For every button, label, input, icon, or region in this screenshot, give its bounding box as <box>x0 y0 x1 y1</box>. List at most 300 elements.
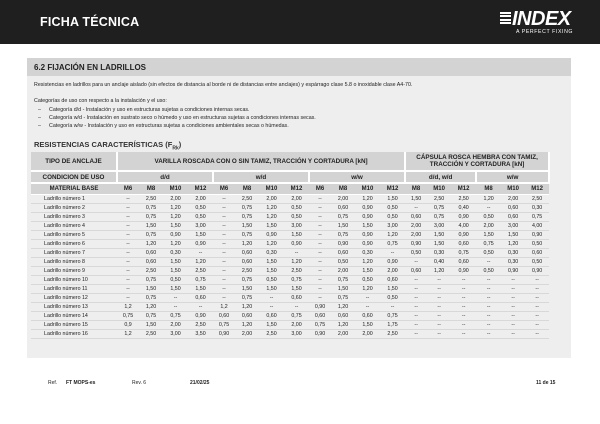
table-row <box>31 320 574 329</box>
table-cell: -- <box>427 275 451 284</box>
table-cell: -- <box>213 212 235 221</box>
table-cell: 2,00 <box>163 320 188 329</box>
table-cell: 0,60 <box>501 203 525 212</box>
category-item: – Categoría w/d - Instalación en sustrato seco o húmedo y uso en estructuras sujetas a condiciones internas secas. <box>49 114 316 122</box>
table-cell: -- <box>525 329 549 338</box>
table-cell: 2,50 <box>427 194 451 203</box>
table-cell: -- <box>405 302 427 311</box>
table-cell: 0,60 <box>451 239 476 248</box>
table-cell: 1,50 <box>427 230 451 239</box>
ref-value: FT MOPS-es <box>66 380 96 386</box>
table-cell: 0,60 <box>451 257 476 266</box>
table-cell: -- <box>213 257 235 266</box>
table-row <box>31 266 574 275</box>
table-cell: -- <box>380 302 405 311</box>
page-number: 11 de 15 <box>536 380 556 386</box>
table-cell: 2,00 <box>380 266 405 275</box>
table-cell: 0,60 <box>331 248 355 257</box>
table-cell: 0,50 <box>284 203 309 212</box>
table-cell: 0,75 <box>139 275 163 284</box>
table-cell: 1,20 <box>259 239 284 248</box>
table-cell: 0,75 <box>331 275 355 284</box>
table-cell: 0,90 <box>284 239 309 248</box>
table-row <box>31 329 574 338</box>
size-header: M8 <box>405 183 427 194</box>
table-cell: -- <box>525 311 549 320</box>
table-cell: 0,30 <box>501 257 525 266</box>
intro-text: Resistencias en ladrillos para un anclaje aislado (sin efectos de distancia al borde ni de distancias entre anclajes) y espárrago clase 5.8 o inoxidable clase A4-70. <box>34 82 413 88</box>
table-cell: 0,60 <box>525 248 549 257</box>
table-cell: 0,75 <box>427 203 451 212</box>
table-cell: 0,60 <box>501 212 525 221</box>
table-row <box>31 212 574 221</box>
table-cell: 0,75 <box>213 320 235 329</box>
size-header: M8 <box>331 183 355 194</box>
table-cell: 1,50 <box>259 320 284 329</box>
table-row <box>31 239 574 248</box>
table-cell: -- <box>476 329 501 338</box>
table-cell: 2,50 <box>188 266 213 275</box>
table-cell: -- <box>451 293 476 302</box>
table-cell: -- <box>117 275 139 284</box>
table-cell: 2,00 <box>476 221 501 230</box>
table-cell: -- <box>163 302 188 311</box>
table-cell: 2,00 <box>355 329 380 338</box>
table-cell: 2,50 <box>235 194 259 203</box>
table-cell: 2,50 <box>188 320 213 329</box>
size-header: M6 <box>309 183 331 194</box>
table-cell: 4,00 <box>451 221 476 230</box>
table-cell: 0,90 <box>525 230 549 239</box>
table-cell: 1,20 <box>284 257 309 266</box>
anchor-type-header: TIPO DE ANCLAJE <box>31 152 117 171</box>
material-name: Ladrillo número 5 <box>31 230 117 239</box>
table-cell: 3,50 <box>188 329 213 338</box>
table-cell: 0,90 <box>380 257 405 266</box>
material-name: Ladrillo número 13 <box>31 302 117 311</box>
table-cell: 1,20 <box>188 257 213 266</box>
table-cell: 0,90 <box>451 212 476 221</box>
material-header: MATERIAL BASE <box>31 183 117 194</box>
material-name: Ladrillo número 7 <box>31 248 117 257</box>
section-title: 6.2 FIJACIÓN EN LADRILLOS <box>27 58 571 76</box>
use-condition-header: CONDICION DE USO <box>31 171 117 183</box>
table-cell: -- <box>284 248 309 257</box>
table-cell: -- <box>309 293 331 302</box>
size-header: M6 <box>213 183 235 194</box>
table-cell: 1,50 <box>284 230 309 239</box>
size-header: M6 <box>117 183 139 194</box>
table-cell: 1,75 <box>380 320 405 329</box>
table-cell: 2,50 <box>139 194 163 203</box>
table-cell: 1,20 <box>427 266 451 275</box>
table-row <box>31 257 574 266</box>
table-cell: 0,90 <box>355 203 380 212</box>
table-cell: 0,75 <box>235 275 259 284</box>
table-cell: -- <box>309 194 331 203</box>
table-cell: -- <box>427 302 451 311</box>
table-cell: -- <box>117 257 139 266</box>
revision: Rev. 6 <box>132 380 147 386</box>
material-name: Ladrillo número 3 <box>31 212 117 221</box>
table-cell: 1,20 <box>163 212 188 221</box>
table-cell: -- <box>501 293 525 302</box>
size-header: M8 <box>235 183 259 194</box>
table-cell: 3,00 <box>188 221 213 230</box>
table-cell: 1,50 <box>235 221 259 230</box>
table-row <box>31 230 574 239</box>
table-cell: 2,50 <box>235 266 259 275</box>
table-cell: 0,90 <box>213 329 235 338</box>
table-cell: 0,60 <box>139 248 163 257</box>
table-cell: 0,50 <box>476 248 501 257</box>
table-row <box>31 293 574 302</box>
table-cell: -- <box>427 284 451 293</box>
table-cell: -- <box>188 248 213 257</box>
table-cell: 1,50 <box>188 230 213 239</box>
table-cell: 0,75 <box>139 212 163 221</box>
table-cell: -- <box>213 248 235 257</box>
table-cell: -- <box>525 320 549 329</box>
table-cell: -- <box>309 230 331 239</box>
table-cell: 1,20 <box>355 194 380 203</box>
table-cell: -- <box>501 320 525 329</box>
table-cell: 3,00 <box>427 221 451 230</box>
table-cell: 1,20 <box>331 320 355 329</box>
table-cell: 0,50 <box>525 239 549 248</box>
table-cell: 0,75 <box>163 311 188 320</box>
table-cell: 1,50 <box>427 239 451 248</box>
size-header: M10 <box>163 183 188 194</box>
table-cell: 1,20 <box>163 239 188 248</box>
table-cell: -- <box>213 284 235 293</box>
table-cell: -- <box>476 257 501 266</box>
table-cell: -- <box>476 203 501 212</box>
table-cell: 0,75 <box>380 311 405 320</box>
material-name: Ladrillo número 2 <box>31 203 117 212</box>
table-cell: 2,00 <box>405 230 427 239</box>
table-cell: 1,20 <box>235 239 259 248</box>
table-cell: -- <box>213 194 235 203</box>
table-cell: 0,50 <box>380 293 405 302</box>
table-cell: 0,60 <box>284 293 309 302</box>
table-cell: -- <box>476 293 501 302</box>
table-cell: 1,20 <box>259 203 284 212</box>
table-cell: 3,00 <box>163 329 188 338</box>
table-cell: 0,60 <box>331 203 355 212</box>
table-cell: -- <box>525 302 549 311</box>
table-cell: 2,00 <box>331 329 355 338</box>
table-cell: 1,20 <box>235 320 259 329</box>
table-cell: 1,50 <box>380 284 405 293</box>
table-cell: 1,50 <box>139 284 163 293</box>
table-cell: 0,90 <box>525 266 549 275</box>
table-cell: 2,00 <box>405 221 427 230</box>
table-cell: 0,60 <box>235 311 259 320</box>
table-cell: 2,00 <box>163 194 188 203</box>
resistances-title: RESISTENCIAS CARACTERÍSTICAS $(F_{Rk})$ <box>34 140 182 152</box>
material-name: Ladrillo número 10 <box>31 275 117 284</box>
table-cell: -- <box>117 203 139 212</box>
table-cell: 0,50 <box>476 212 501 221</box>
table-cell: -- <box>476 311 501 320</box>
categories-title: Categorías de uso con respecto a la instalación y el uso: <box>34 98 167 104</box>
material-name: Ladrillo número 16 <box>31 329 117 338</box>
table-cell: 1,50 <box>163 257 188 266</box>
table-cell: 1,2 <box>117 329 139 338</box>
table-cell: 0,75 <box>235 203 259 212</box>
table-cell: 0,60 <box>259 311 284 320</box>
table-cell: 1,50 <box>259 257 284 266</box>
table-cell: 1,50 <box>163 266 188 275</box>
material-name: Ladrillo número 8 <box>31 257 117 266</box>
table-cell: -- <box>501 311 525 320</box>
table-cell: 2,00 <box>188 194 213 203</box>
size-header: M12 <box>380 183 405 194</box>
table-cell: 1,50 <box>188 284 213 293</box>
table-cell: 0,50 <box>405 248 427 257</box>
table-cell: 0,90 <box>451 230 476 239</box>
table-cell: 0,75 <box>427 212 451 221</box>
table-cell: -- <box>117 212 139 221</box>
table-cell: -- <box>427 329 451 338</box>
table-row <box>31 275 574 284</box>
table-cell: 1,50 <box>284 284 309 293</box>
table-cell: 0,30 <box>525 203 549 212</box>
table-cell: 2,00 <box>501 194 525 203</box>
table-cell: 1,50 <box>405 194 427 203</box>
table-cell: 0,75 <box>284 275 309 284</box>
table-cell: 0,40 <box>451 203 476 212</box>
table-cell: 0,75 <box>284 311 309 320</box>
table-cell: -- <box>405 203 427 212</box>
table-cell: 3,00 <box>501 221 525 230</box>
table-cell: 1,20 <box>355 284 380 293</box>
table-cell: -- <box>213 293 235 302</box>
table-cell: -- <box>284 302 309 311</box>
table-cell: 0,50 <box>284 212 309 221</box>
table-cell: 1,50 <box>331 221 355 230</box>
size-header: M8 <box>139 183 163 194</box>
table-cell: 0,75 <box>235 230 259 239</box>
table-cell: 0,75 <box>331 212 355 221</box>
table-cell: 2,50 <box>525 194 549 203</box>
table-cell: 1,50 <box>163 221 188 230</box>
table-cell: -- <box>451 329 476 338</box>
size-header: M10 <box>355 183 380 194</box>
table-cell: 0,90 <box>451 266 476 275</box>
table-cell: -- <box>117 230 139 239</box>
table-cell: 2,00 <box>284 194 309 203</box>
table-cell: -- <box>309 212 331 221</box>
table-cell: 2,50 <box>139 266 163 275</box>
table-cell: -- <box>525 284 549 293</box>
table-cell: 0,90 <box>355 230 380 239</box>
page-title: FICHA TÉCNICA <box>40 15 140 29</box>
table-cell: -- <box>501 284 525 293</box>
size-header: M8 <box>476 183 501 194</box>
table-row <box>31 284 574 293</box>
ref-label: Ref. <box>48 380 58 386</box>
table-cell: 2,00 <box>259 194 284 203</box>
category-item: – Categoría d/d - Instalación y uso en estructuras sujetas a condiciones internas secas. <box>49 106 316 114</box>
material-name: Ladrillo número 14 <box>31 311 117 320</box>
table-cell: 0,50 <box>380 212 405 221</box>
table-cell: 1,20 <box>139 239 163 248</box>
table-cell: -- <box>309 284 331 293</box>
table-cell: -- <box>117 221 139 230</box>
table-cell: 1,50 <box>163 284 188 293</box>
table-cell: -- <box>117 194 139 203</box>
table-cell: 1,20 <box>163 203 188 212</box>
table-cell: 0,60 <box>213 311 235 320</box>
table-cell: 0,90 <box>405 239 427 248</box>
size-header-row <box>31 183 574 194</box>
table-cell: 0,90 <box>188 311 213 320</box>
table-cell: 0,60 <box>405 266 427 275</box>
logo-text: INDEX <box>512 8 571 30</box>
table-cell: -- <box>405 284 427 293</box>
material-name: Ladrillo número 6 <box>31 239 117 248</box>
table-cell: -- <box>405 311 427 320</box>
table-cell: 0,90 <box>259 230 284 239</box>
table-cell: 0,90 <box>331 239 355 248</box>
table-cell: 1,20 <box>476 194 501 203</box>
table-cell: 2,50 <box>259 329 284 338</box>
table-cell: -- <box>213 239 235 248</box>
table-cell: 0,30 <box>259 248 284 257</box>
table-row <box>31 302 574 311</box>
table-cell: 1,20 <box>355 257 380 266</box>
table-cell: -- <box>476 302 501 311</box>
table-cell: -- <box>259 293 284 302</box>
table-cell: 0,75 <box>139 311 163 320</box>
table-cell: 0,75 <box>331 230 355 239</box>
size-header: M12 <box>284 183 309 194</box>
table-cell: -- <box>451 320 476 329</box>
size-header: M12 <box>188 183 213 194</box>
table-cell: 2,00 <box>331 266 355 275</box>
table-cell: 1,20 <box>139 302 163 311</box>
size-header: M12 <box>451 183 476 194</box>
table-cell: -- <box>117 239 139 248</box>
material-name: Ladrillo número 9 <box>31 266 117 275</box>
table-cell: 0,75 <box>139 203 163 212</box>
table-cell: 0,90 <box>355 212 380 221</box>
table-cell: -- <box>451 302 476 311</box>
female-thread-header: CÁPSULA ROSCA HEMBRA CON TAMIZ, TRACCIÓN Y CORTADURA [kN] <box>405 152 549 171</box>
table-cell: 2,50 <box>139 329 163 338</box>
table-cell: 0,90 <box>163 230 188 239</box>
table-cell: 0,30 <box>427 248 451 257</box>
material-name: Ladrillo número 12 <box>31 293 117 302</box>
table-cell: -- <box>309 257 331 266</box>
table-cell: -- <box>476 320 501 329</box>
table-cell: -- <box>451 311 476 320</box>
table-cell: -- <box>501 302 525 311</box>
table-cell: -- <box>117 266 139 275</box>
table-cell: 2,50 <box>380 329 405 338</box>
table-cell: 0,50 <box>476 266 501 275</box>
table-cell: 0,50 <box>355 275 380 284</box>
table-cell: 0,40 <box>427 257 451 266</box>
table-cell: 0,90 <box>309 302 331 311</box>
table-cell: -- <box>380 248 405 257</box>
condition-ww-2: w/w <box>476 171 549 183</box>
table-cell: -- <box>405 320 427 329</box>
resistance-table <box>31 152 574 339</box>
table-cell: -- <box>163 293 188 302</box>
table-cell: 0,75 <box>525 212 549 221</box>
category-item: – Categoría w/w - Instalación y uso en estructuras sujetas a condiciones ambientales secas o húmedas. <box>49 122 316 130</box>
material-name: Ladrillo número 1 <box>31 194 117 203</box>
table-cell: 1,20 <box>235 302 259 311</box>
table-cell: 0,75 <box>451 248 476 257</box>
table-cell: -- <box>427 293 451 302</box>
table-cell: 0,60 <box>405 212 427 221</box>
table-cell: 1,50 <box>139 221 163 230</box>
table-cell: -- <box>309 221 331 230</box>
logo-stripes-icon <box>500 12 511 27</box>
condition-dd-wd: d/d, w/d <box>405 171 476 183</box>
table-cell: 1,20 <box>501 239 525 248</box>
material-name: Ladrillo número 4 <box>31 221 117 230</box>
threaded-rod-header: VARILLA ROSCADA CON O SIN TAMIZ, TRACCIÓN Y CORTADURA [kN] <box>117 152 405 171</box>
table-cell: 0,30 <box>163 248 188 257</box>
condition-wd: w/d <box>213 171 309 183</box>
table-cell: -- <box>259 302 284 311</box>
table-cell: 2,00 <box>235 329 259 338</box>
table-cell: 0,50 <box>525 257 549 266</box>
table-cell: 0,60 <box>188 293 213 302</box>
table-cell: -- <box>213 221 235 230</box>
table-cell: 0,90 <box>188 239 213 248</box>
table-cell: -- <box>405 293 427 302</box>
table-cell: 3,00 <box>284 221 309 230</box>
material-name: Ladrillo número 15 <box>31 320 117 329</box>
table-cell: 0,50 <box>163 275 188 284</box>
size-header: M10 <box>501 183 525 194</box>
table-cell: -- <box>309 248 331 257</box>
table-cell: -- <box>405 275 427 284</box>
size-header: M12 <box>525 183 549 194</box>
table-cell: 0,75 <box>117 311 139 320</box>
table-cell: 0,75 <box>188 275 213 284</box>
table-cell: -- <box>309 203 331 212</box>
index-logo <box>500 9 578 37</box>
table-cell: 0,60 <box>309 311 331 320</box>
brick-fixing-section <box>27 58 571 358</box>
table-cell: 2,50 <box>451 194 476 203</box>
table-cell: 3,00 <box>284 329 309 338</box>
table-cell: 1,50 <box>259 266 284 275</box>
size-header: M10 <box>427 183 451 194</box>
table-cell: 0,90 <box>501 266 525 275</box>
table-cell: 1,50 <box>259 221 284 230</box>
table-cell: -- <box>213 230 235 239</box>
table-cell: 0,60 <box>331 311 355 320</box>
table-cell: 0,50 <box>380 203 405 212</box>
table-cell: 0,60 <box>139 257 163 266</box>
table-cell: 0,50 <box>188 203 213 212</box>
table-cell: -- <box>117 293 139 302</box>
table-cell: 0,75 <box>139 230 163 239</box>
size-header: M10 <box>259 183 284 194</box>
categories-list <box>49 106 316 130</box>
table-cell: 2,50 <box>284 266 309 275</box>
table-body <box>31 194 574 338</box>
table-cell: 1,20 <box>380 230 405 239</box>
